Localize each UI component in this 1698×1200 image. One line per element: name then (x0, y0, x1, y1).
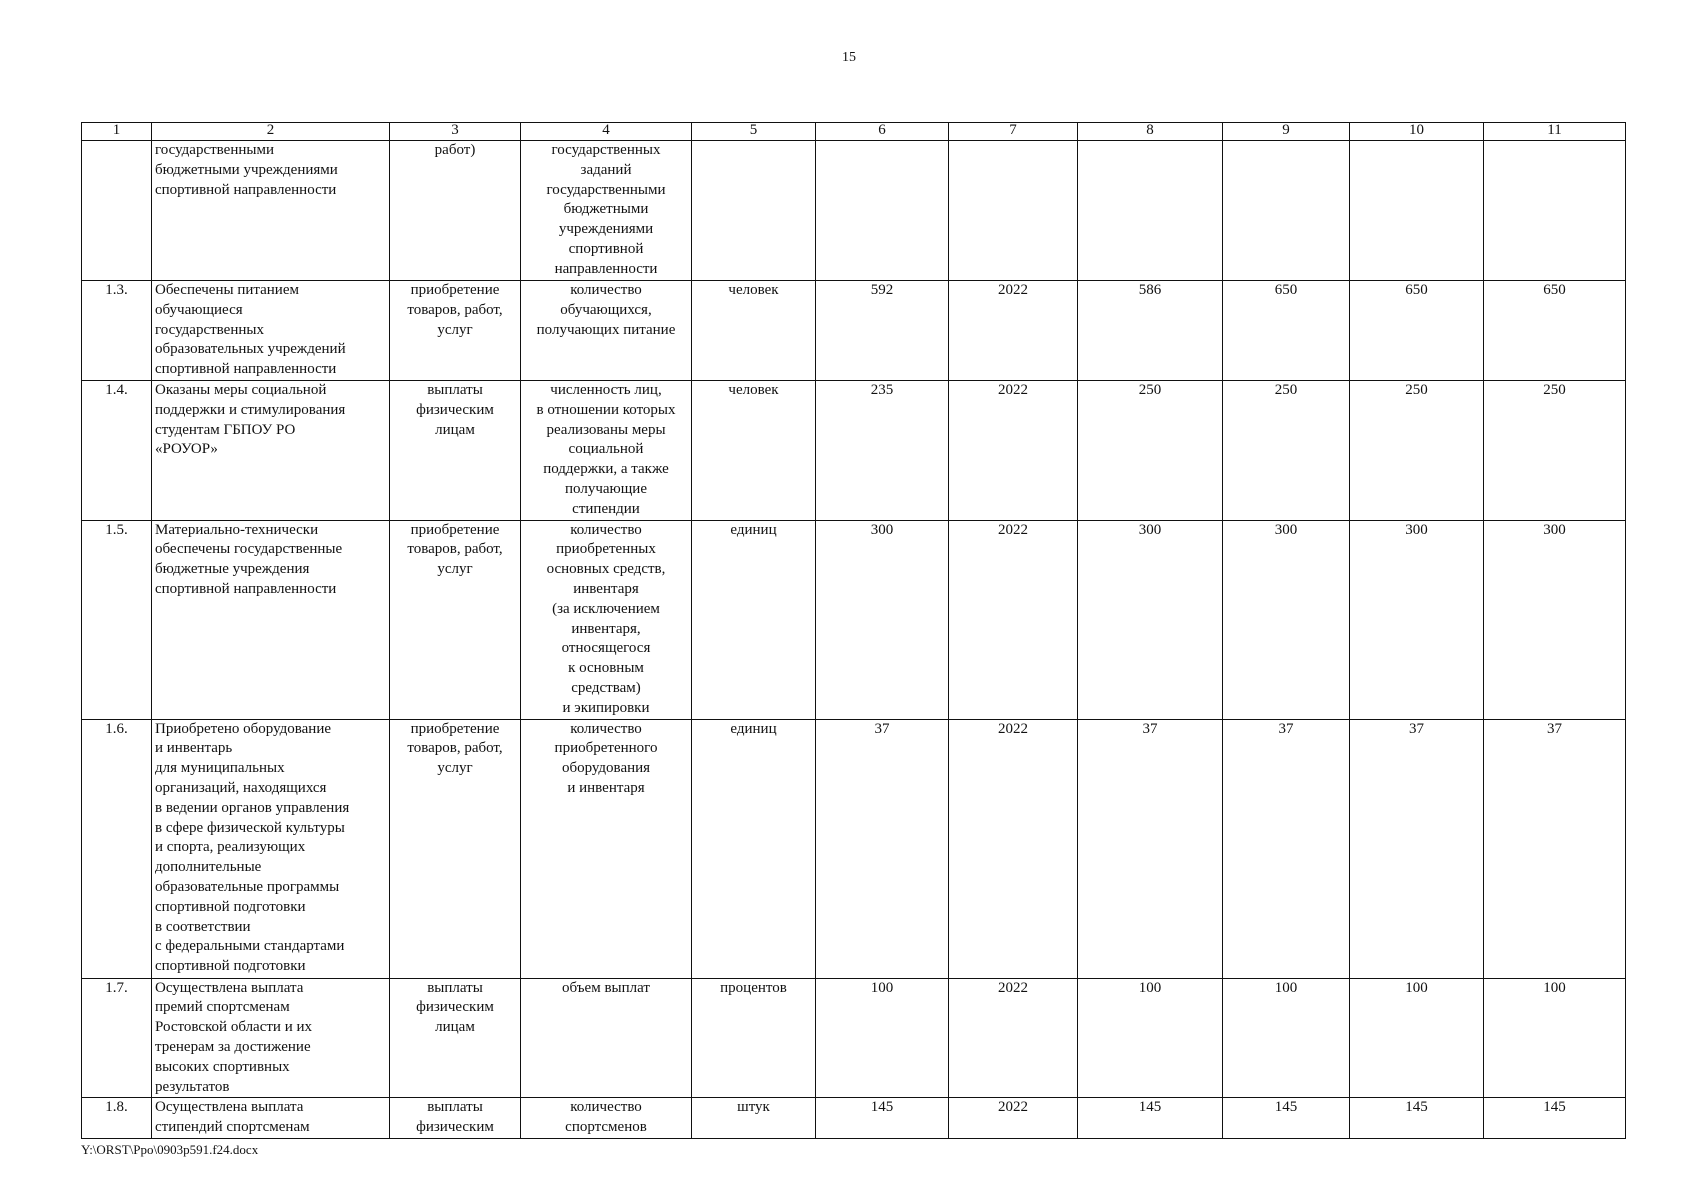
column-number: 7 (949, 123, 1078, 141)
value-cell (1223, 141, 1350, 281)
unit-cell (692, 141, 816, 281)
table-row (82, 281, 1626, 381)
indicator-cell: государственных заданий государственными бюджетными учреждениями спортивной направленности (521, 141, 692, 281)
value-cell: 300 (1484, 520, 1626, 719)
base-value-cell: 100 (816, 978, 949, 1098)
base-year-cell: 2022 (949, 281, 1078, 381)
column-number: 4 (521, 123, 692, 141)
result-cell: Материально-технически обеспечены государственные бюджетные учреждения спортивной направленности (152, 520, 390, 719)
row-number: 1.7. (82, 978, 152, 1098)
column-number: 8 (1078, 123, 1223, 141)
column-number: 5 (692, 123, 816, 141)
table-row (82, 1098, 1626, 1139)
base-year-cell: 2022 (949, 520, 1078, 719)
value-cell: 250 (1350, 381, 1484, 521)
base-year-cell: 2022 (949, 719, 1078, 978)
type-cell: приобретение товаров, работ, услуг (390, 281, 521, 381)
base-value-cell: 145 (816, 1098, 949, 1139)
results-table (81, 122, 1626, 1139)
result-cell: Обеспечены питанием обучающиеся государственных образовательных учреждений спортивной направленности (152, 281, 390, 381)
value-cell: 37 (1484, 719, 1626, 978)
unit-cell: человек (692, 381, 816, 521)
page-number: 15 (842, 50, 856, 65)
column-number: 1 (82, 123, 152, 141)
result-cell: Осуществлена выплата стипендий спортсменам (152, 1098, 390, 1139)
value-cell: 37 (1223, 719, 1350, 978)
value-cell: 100 (1484, 978, 1626, 1098)
column-number: 6 (816, 123, 949, 141)
type-cell: приобретение товаров, работ, услуг (390, 719, 521, 978)
indicator-cell: объем выплат (521, 978, 692, 1098)
unit-cell: процентов (692, 978, 816, 1098)
value-cell (1078, 141, 1223, 281)
result-cell: Осуществлена выплата премий спортсменам Ростовской области и их тренерам за достижение высоких спортивных результатов (152, 978, 390, 1098)
value-cell: 145 (1223, 1098, 1350, 1139)
table-row (82, 978, 1626, 1098)
type-cell: работ) (390, 141, 521, 281)
base-value-cell: 235 (816, 381, 949, 521)
value-cell (1350, 141, 1484, 281)
value-cell: 250 (1223, 381, 1350, 521)
row-number: 1.8. (82, 1098, 152, 1139)
value-cell (1484, 141, 1626, 281)
table-row (82, 381, 1626, 521)
table-row (82, 719, 1626, 978)
result-cell: Приобретено оборудование и инвентарь для муниципальных организаций, находящихся в ведении органов управления в сфере физической культуры и спорта, реализующих дополнительные образовательные программы спортивной подготовки в соответствии с федеральными стандартами спортивной подготовки (152, 719, 390, 978)
value-cell: 650 (1350, 281, 1484, 381)
value-cell: 250 (1078, 381, 1223, 521)
type-cell: приобретение товаров, работ, услуг (390, 520, 521, 719)
column-number: 10 (1350, 123, 1484, 141)
row-number: 1.4. (82, 381, 152, 521)
value-cell: 650 (1484, 281, 1626, 381)
file-path-footer: Y:\ORST\Ppo\0903p591.f24.docx (81, 1142, 259, 1157)
value-cell: 300 (1223, 520, 1350, 719)
unit-cell: единиц (692, 520, 816, 719)
base-year-cell: 2022 (949, 1098, 1078, 1139)
type-cell: выплаты физическим лицам (390, 978, 521, 1098)
base-value-cell: 300 (816, 520, 949, 719)
indicator-cell: количество обучающихся, получающих питание (521, 281, 692, 381)
value-cell: 37 (1078, 719, 1223, 978)
type-cell: выплаты физическим лицам (390, 381, 521, 521)
base-value-cell (816, 141, 949, 281)
result-cell: государственными бюджетными учреждениями спортивной направленности (152, 141, 390, 281)
value-cell: 100 (1350, 978, 1484, 1098)
indicator-cell: количество спортсменов (521, 1098, 692, 1139)
column-number: 3 (390, 123, 521, 141)
column-number: 2 (152, 123, 390, 141)
row-number (82, 141, 152, 281)
column-number: 11 (1484, 123, 1626, 141)
value-cell: 300 (1078, 520, 1223, 719)
value-cell: 100 (1223, 978, 1350, 1098)
value-cell: 37 (1350, 719, 1484, 978)
value-cell: 100 (1078, 978, 1223, 1098)
column-number-row (82, 123, 1626, 141)
table-row (82, 141, 1626, 281)
row-number: 1.6. (82, 719, 152, 978)
unit-cell: человек (692, 281, 816, 381)
table-row (82, 520, 1626, 719)
base-year-cell: 2022 (949, 978, 1078, 1098)
result-cell: Оказаны меры социальной поддержки и стимулирования студентам ГБПОУ РО «РОУОР» (152, 381, 390, 521)
type-cell: выплаты физическим (390, 1098, 521, 1139)
value-cell: 145 (1078, 1098, 1223, 1139)
row-number: 1.3. (82, 281, 152, 381)
unit-cell: единиц (692, 719, 816, 978)
base-value-cell: 592 (816, 281, 949, 381)
base-value-cell: 37 (816, 719, 949, 978)
value-cell: 145 (1484, 1098, 1626, 1139)
indicator-cell: количество приобретенного оборудования и инвентаря (521, 719, 692, 978)
indicator-cell: количество приобретенных основных средств, инвентаря (за исключением инвентаря, относящегося к основным средствам) и экипировки (521, 520, 692, 719)
unit-cell: штук (692, 1098, 816, 1139)
value-cell: 300 (1350, 520, 1484, 719)
indicator-cell: численность лиц, в отношении которых реализованы меры социальной поддержки, а также получающие стипендии (521, 381, 692, 521)
value-cell: 145 (1350, 1098, 1484, 1139)
value-cell: 586 (1078, 281, 1223, 381)
row-number: 1.5. (82, 520, 152, 719)
base-year-cell (949, 141, 1078, 281)
value-cell: 250 (1484, 381, 1626, 521)
base-year-cell: 2022 (949, 381, 1078, 521)
value-cell: 650 (1223, 281, 1350, 381)
column-number: 9 (1223, 123, 1350, 141)
